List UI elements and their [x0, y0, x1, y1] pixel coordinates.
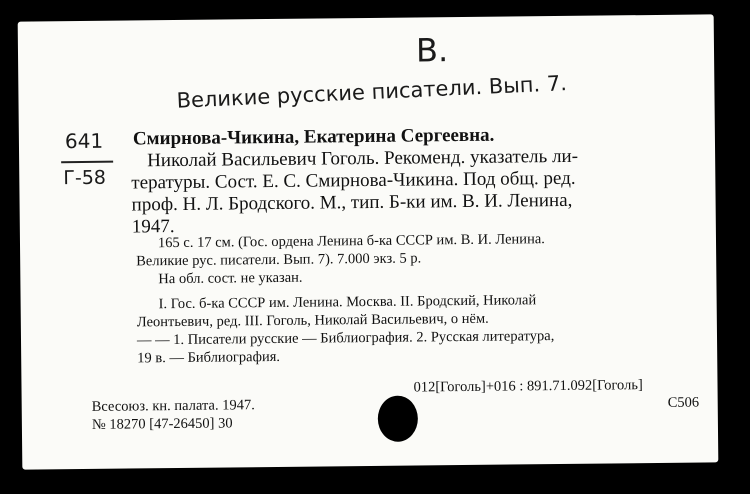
- classification-code: 012[Гоголь]+016 : 891.71.092[Гоголь]: [413, 377, 643, 396]
- entry-line-10: — — 1. Писатели русские — Библиография. 2. Русская литература,: [136, 328, 555, 349]
- entry-author: Смирнова-Чикина, Екатерина Сергеевна.: [132, 124, 495, 150]
- entry-line-4: 1947.: [131, 216, 175, 238]
- entry-line-5: 165 с. 17 см. (Гос. ордена Ленина б-ка СССР им. В. И. Ленина.: [157, 231, 545, 252]
- entry-line-1: Николай Васильевич Гоголь. Рекоменд. указатель ли-: [147, 145, 579, 172]
- shelf-code: С506: [667, 394, 700, 411]
- book-chamber: Всесоюз. кн. палата. 1947.: [91, 397, 255, 415]
- entry-line-3: проф. Н. Л. Бродского. М., тип. Б-ки им. В. И. Ленина,: [131, 189, 573, 216]
- shelf-mark-top: 641: [64, 128, 104, 154]
- handwritten-series: Великие русские писатели. Вып. 7.: [176, 71, 568, 113]
- entry-line-11: 19 в. — Библиография.: [137, 348, 281, 367]
- punch-hole: [378, 395, 418, 441]
- entry-line-7: На обл. сост. не указан.: [158, 269, 303, 288]
- registration-number: № 18270 [47-26450] 30: [91, 415, 233, 433]
- entry-line-2: тературы. Сост. Е. С. Смирнова-Чикина. Под общ. ред.: [131, 167, 576, 194]
- shelf-mark-divider: [61, 161, 113, 164]
- entry-line-9: Леонтьевич, ред. III. Гоголь, Николай Васильевич, о нём.: [136, 310, 489, 331]
- catalog-card: [18, 14, 719, 469]
- shelf-mark-bottom: Г-58: [63, 166, 107, 190]
- handwritten-letter: В.: [415, 31, 449, 70]
- entry-line-8: I. Гос. б-ка СССР им. Ленина. Москва. II. Бродский, Николай: [158, 292, 537, 313]
- entry-line-6: Великие рус. писатели. Вып. 7). 7.000 экз. 5 р.: [136, 250, 422, 270]
